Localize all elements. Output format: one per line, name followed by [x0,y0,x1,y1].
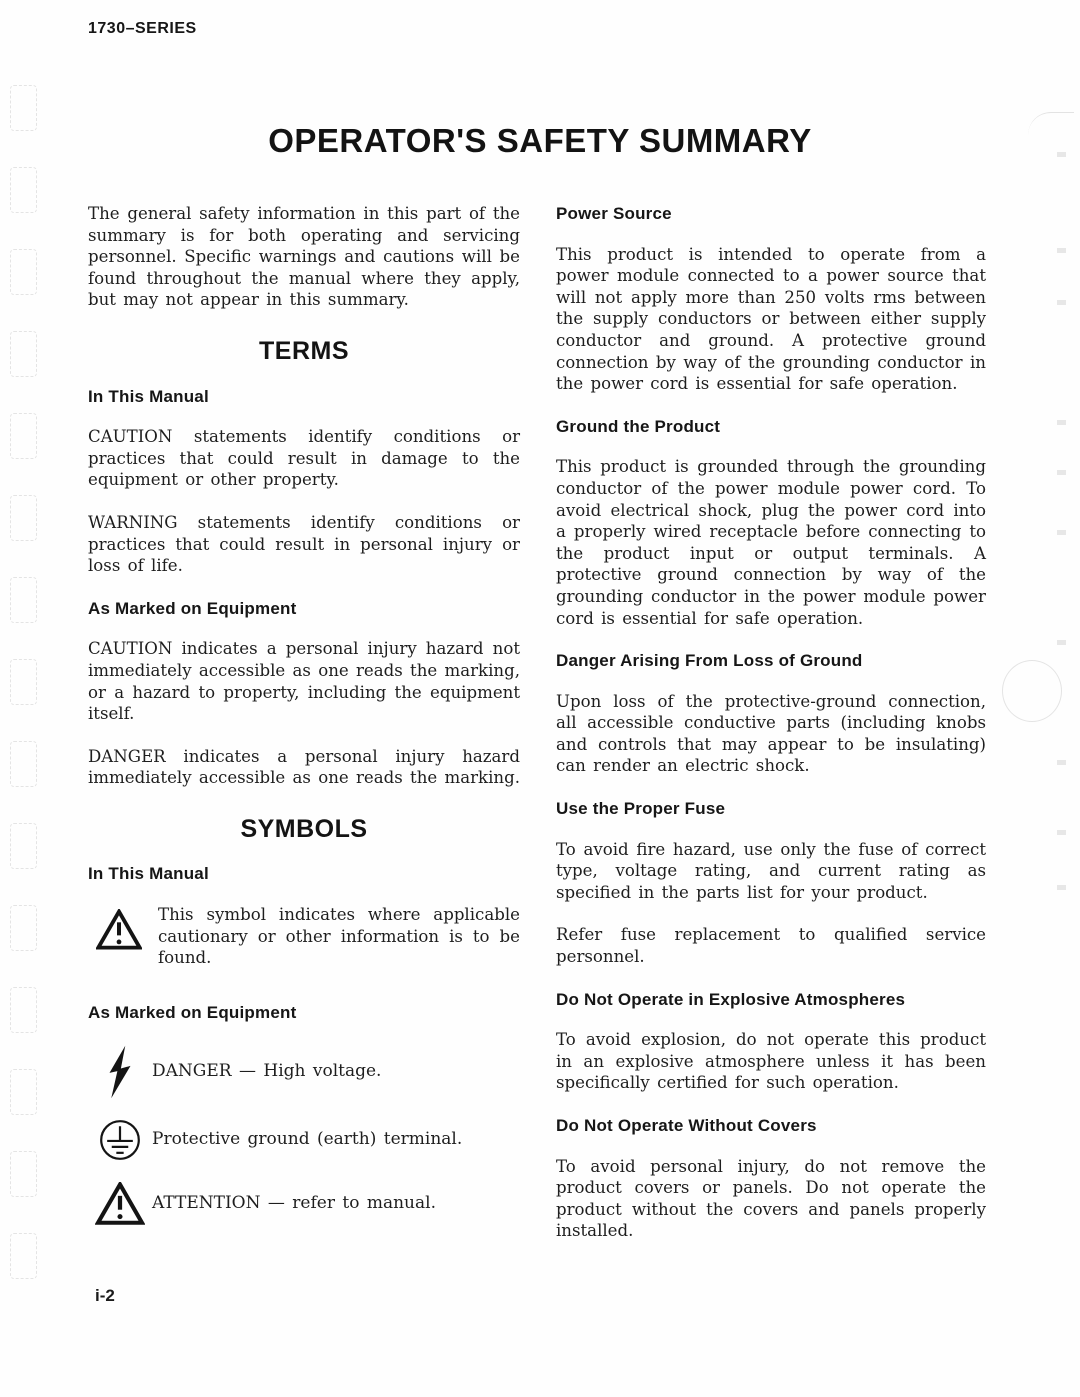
scan-artifact [1057,530,1066,535]
equipment-symbol-row [88,1115,520,1165]
without-covers-paragraph: To avoid personal injury, do not remove the product covers or panels. Do not operate the product without the covers and panels properly installed. [556,1156,986,1241]
proper-fuse-paragraph: To avoid fire hazard, use only the fuse of correct type, voltage rating, and current rating as specified in the parts list for your product. [556,839,986,902]
scan-artifact [1057,885,1066,890]
explosive-atmospheres-section [556,989,986,1094]
binding-hole-mark [10,987,37,1033]
without-covers-heading: Do Not Operate Without Covers [556,1116,817,1135]
right-column [556,203,986,1263]
scan-artifact [1057,248,1066,253]
ground-product-paragraph: This product is grounded through the grounding conductor of the power module power cord. To avoid electrical shock, plug the power cord into a properly wired receptacle before connecting to the product input or output terminals. A protective ground connection by way of the grounding conductor in the power module power cord is essential for safe operation. [556,457,986,628]
caution-definition-paragraph: CAUTION statements identify conditions or practices that could result in damage to the equipment or other property. [88,427,520,490]
attention-triangle-icon [88,1182,152,1226]
scan-artifact [1057,640,1066,645]
danger-marked-paragraph: DANGER indicates a personal injury hazard immediately accessible as one reads the marking. [88,746,520,788]
scan-artifact [1057,300,1066,305]
binding-hole-mark [10,249,37,295]
symbols-in-this-manual-heading: In This Manual [88,864,209,884]
loss-of-ground-section [556,650,986,777]
binding-hole-mark [10,495,37,541]
caution-marked-paragraph: CAUTION indicates a personal injury hazard not immediately accessible as one reads the marking, or a hazard to property, including the equipment itself. [88,639,520,724]
warning-definition-paragraph: WARNING statements identify conditions or practices that could result in personal injury or loss of life. [88,512,520,576]
scan-artifact [1057,760,1066,765]
symbols-heading: SYMBOLS [240,814,368,843]
equipment-symbol-row [88,1179,520,1229]
binding-hole-mark [10,741,37,787]
equipment-symbol-row [88,1043,520,1101]
series-label: 1730–SERIES [88,20,197,37]
binding-hole-mark [10,577,37,623]
scan-artifact [1057,420,1066,425]
without-covers-section [556,1115,986,1242]
page-title: OPERATOR'S SAFETY SUMMARY [268,122,812,160]
scan-artifact [1002,660,1062,722]
terms-heading: TERMS [259,336,349,365]
binding-hole-mark [10,413,37,459]
proper-fuse-section [556,798,986,968]
symbols-as-marked-heading: As Marked on Equipment [88,1003,297,1023]
manual-symbol-note [88,904,520,976]
caution-triangle-icon [96,909,142,957]
symbol-note-text: This symbol indicates where applicable cautionary or other information is to be found. [158,905,520,968]
ground-product-section [556,416,986,629]
binding-hole-mark [10,167,37,213]
scan-artifact [1057,470,1066,475]
terms-as-marked-heading: As Marked on Equipment [88,598,297,618]
binding-hole-mark [10,1233,37,1279]
binding-hole-mark [10,823,37,869]
page-number: i-2 [95,1286,115,1305]
ground-product-heading: Ground the Product [556,416,721,436]
loss-of-ground-paragraph: Upon loss of the protective-ground connection, all accessible conductive parts (including knobs and controls that may appear to be insulating) can render an electric shock. [556,691,986,776]
explosive-atmospheres-paragraph: To avoid explosion, do not operate this product in an explosive atmosphere unless it has been specifically certified for such operation. [556,1030,986,1093]
explosive-atmospheres-heading: Do Not Operate in Explosive Atmospheres [556,989,906,1009]
scan-artifact [1057,830,1066,835]
binding-hole-mark [10,1151,37,1197]
terms-in-this-manual-heading: In This Manual [88,386,209,406]
proper-fuse-heading: Use the Proper Fuse [556,799,726,819]
binding-hole-mark [10,659,37,705]
power-source-section [556,203,986,395]
equipment-symbol-label: ATTENTION — refer to manual. [152,1192,436,1213]
high-voltage-bolt-icon [88,1043,152,1101]
left-column [88,203,520,1243]
equipment-symbol-label: Protective ground (earth) terminal. [152,1128,463,1149]
binding-hole-mark [10,331,37,377]
binding-hole-mark [10,905,37,951]
intro-paragraph: The general safety information in this part of the summary is for both operating and servicing personnel. Specific warnings and cautions will be found throughout the manual where they apply, but may not appear in this summary. [88,204,520,310]
ground-terminal-icon [88,1118,152,1162]
loss-of-ground-heading: Danger Arising From Loss of Ground [556,651,863,671]
power-source-paragraph: This product is intended to operate from a power module connected to a power source that will not apply more than 250 volts rms between the supply conductors or between either supply conductor and ground. A protective ground connection by way of the grounding conductor in the power cord is essential for safe operation. [556,244,986,394]
power-source-heading: Power Source [556,204,672,223]
binding-hole-mark [10,1069,37,1115]
fuse-replacement-paragraph: Refer fuse replacement to qualified service personnel. [556,925,986,967]
equipment-symbol-label: DANGER — High voltage. [152,1060,382,1081]
